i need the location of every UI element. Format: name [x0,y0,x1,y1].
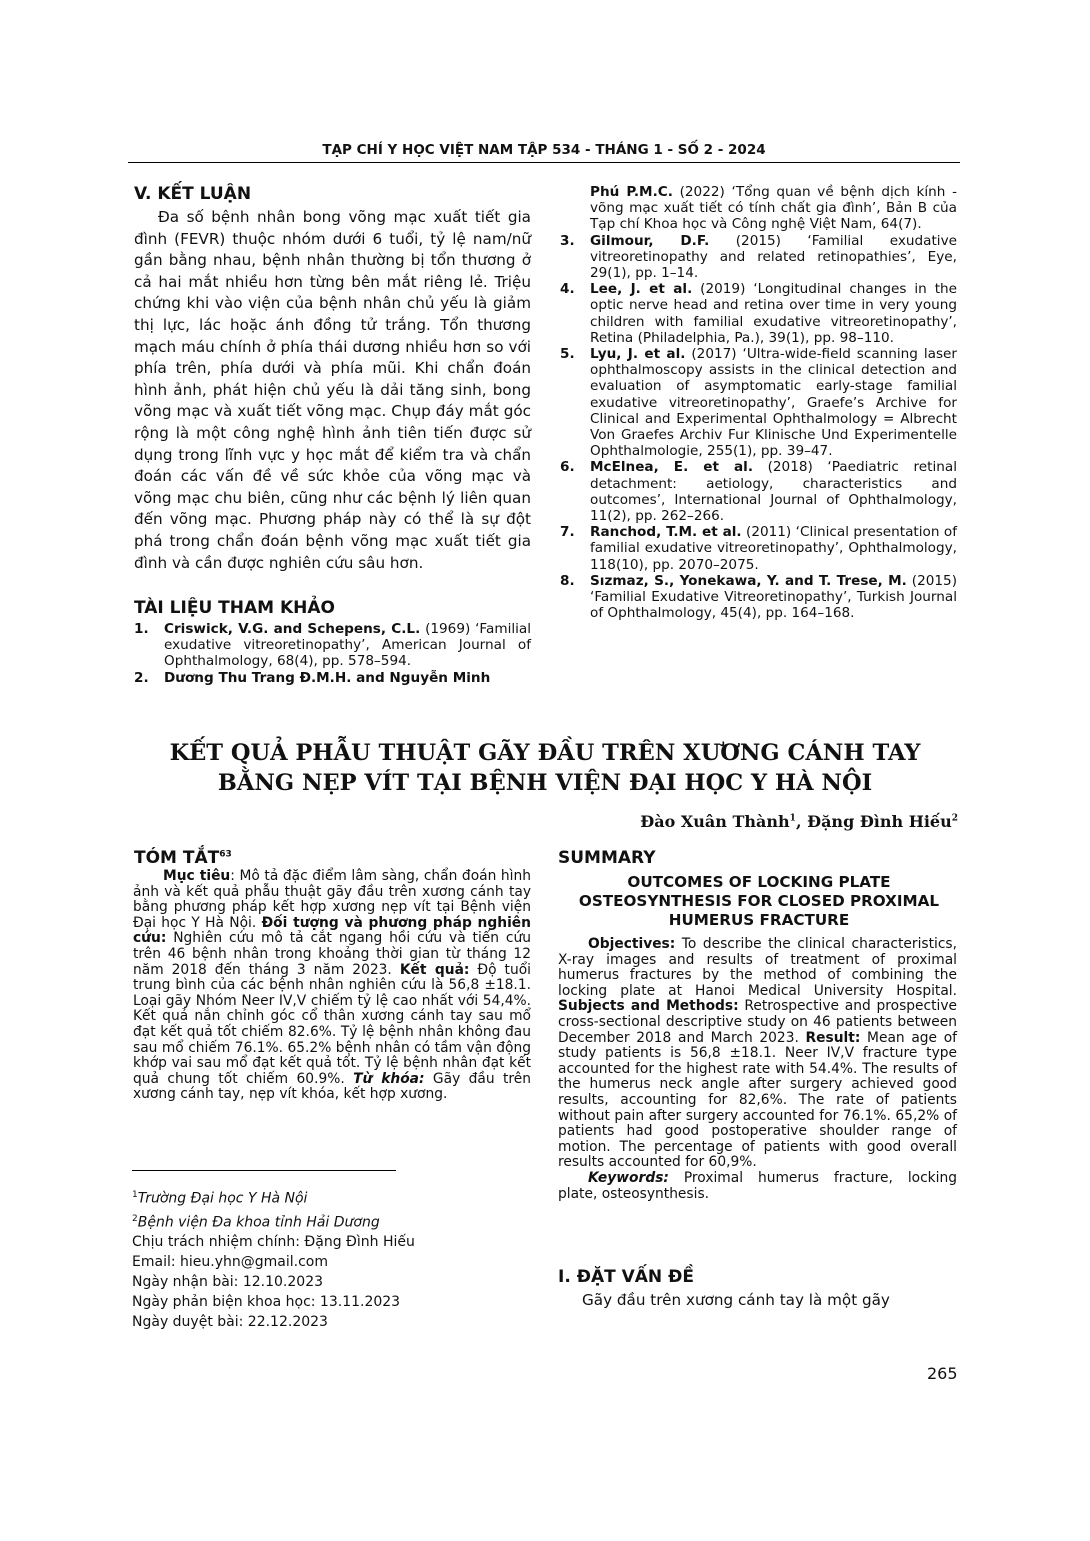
summary-paragraph [558,937,957,1171]
summary-label: Objectives: [588,936,676,952]
reference-item [557,346,957,459]
reference-item [557,573,957,622]
header-rule [128,162,960,163]
footnote-mark: 1 [132,1190,138,1200]
reference-item [557,281,957,346]
reference-authors: Lyu, J. et al. [590,346,686,363]
reference-text: (2015) ‘Familial exudative vitreoretinopathy and related retinopathies’, Eye, 29(1), pp. 1–14. [590,232,957,282]
summary-title: OUTCOMES OF LOCKING PLATE OSTEOSYNTHESIS FOR CLOSED PROXIMAL HUMERUS FRACTURE [578,873,940,929]
reference-text: (2015) ‘Familial Exudative Vitreoretinopathy’, Turkish Journal of Ophthalmology, 45(4), pp. 164–168. [590,572,957,622]
corresponding-author: Chịu trách nhiệm chính: Đặng Đình Hiếu [132,1234,415,1251]
summary-text: Retrospective and prospective cross-sectional descriptive study on 46 patients between December 2018 and March 2023. [558,998,957,1046]
abstract-label: Kết quả: [399,961,470,978]
summary-text: Mean age of study patients is 56,8 ±18.1. Neer IV,V fracture type accounted for the highest rate with 54.4%. The results of the humerus neck angle after surgery achieved good results, accounting for 82,6%. The rate of patients without pain after surgery accounted for 76.1%. 65,2% of patients had good postoperative shoulder range of motion. The percentage of patients with good overall results accounted for 60,9%. [558,1029,957,1171]
summary-label: Subjects and Methods: [558,998,739,1015]
reference-item [557,459,957,524]
reference-authors: Criswick, V.G. and Schepens, C.L. [164,621,421,637]
references-left [131,621,531,686]
author-separator: , [795,812,808,831]
journal-header: TẠP CHÍ Y HỌC VIỆT NAM TẬP 534 - THÁNG 1 - SỐ 2 - 2024 [322,142,766,158]
email-line: Email: hieu.yhn@gmail.com [132,1254,328,1271]
footnote-text: Bệnh viện Đa khoa tỉnh Hải Dương [137,1214,380,1231]
author-name: Đào Xuân Thành [640,812,790,831]
keywords-label: Keywords: [588,1169,669,1186]
reference-number: 6. [560,459,575,476]
reference-number: 8. [560,572,575,589]
abstract-label: Đối tượng và phương pháp nghiên cứu: [133,914,531,947]
reference-authors: Ranchod, T.M. et al. [590,524,742,541]
reference-item [131,621,531,670]
footnote-text: Trường Đại học Y Hà Nội [137,1190,308,1207]
received-date: Ngày nhận bài: 12.10.2023 [132,1274,324,1291]
intro-body [558,1290,957,1312]
intro-heading: I. ĐẶT VẤN ĐỀ [558,1267,694,1287]
reference-authors: Lee, J. et al. [590,281,693,298]
conclusion-body [134,207,531,574]
reference-authors: Phú P.M.C. [590,184,673,200]
references-heading: TÀI LIỆU THAM KHẢO [134,598,335,618]
abstract-text: : Mô tả đặc điểm lâm sàng, chẩn đoán hình ảnh và kết quả phẫu thuật gãy đầu trên xương cánh tay bằng phương pháp kết hợp xương nẹp vít tại Bệnh viện Đại học Y Hà Nội. [133,868,531,931]
affiliation-footnote [132,1209,415,1233]
conclusion-paragraph: Đa số bệnh nhân bong võng mạc xuất tiết gia đình (FEVR) thuộc nhóm dưới 6 tuổi, tỷ lệ nam/nữ gần bằng nhau, bệnh nhân thường bị tổn thương ở cả hai mắt nhiều hơn từng bên mắt riêng lẻ. Triệu chứng khi vào viện của bệnh nhân chủ yếu là giảm thị lực, lác hoặc ánh đồng tử trắng. Tổn thương mạch máu chính ở phía thái dương nhiều hơn so với phía trên, phía dưới và phía mũi. Khi chẩn đoán hình ảnh, phát hiện chủ yếu là dải tăng sinh, bong võng mạc và xuất tiết võng mạc. Chụp đáy mắt góc rộng là một công nghệ hình ảnh tiên tiến được sử dụng trong lĩnh vực y học mắt để kiểm tra và chẩn đoán các vấn đề về sức khỏe của võng mạc và võng mạc chu biên, cũng như các bệnh lý liên quan đến võng mạc. Phương pháp này có thể là sự đột phá trong chẩn đoán bệnh võng mạc xuất tiết gia đình và cần được nghiên cứu sâu hơn. [134,208,531,572]
summary-label: Result: [805,1029,861,1046]
reference-number: 3. [560,232,575,249]
affiliation-footnote [132,1185,415,1209]
summary-body [558,937,957,1202]
summary-heading: SUMMARY [558,848,656,868]
abstract-heading [134,848,232,868]
reference-text: (2018) ‘Paediatric retinal detachment: aetiology, characteristics and outcomes’, International Journal of Ophthalmology, 11(2), pp. 262–266. [590,459,957,525]
article-title-line1: KẾT QUẢ PHẪU THUẬT GÃY ĐẦU TRÊN XƯƠNG CÁNH TAY [169,740,921,766]
references-right [557,184,957,621]
reference-number: 5. [560,346,575,363]
reference-text: (2019) ‘Longitudinal changes in the optic nerve head and retina over time in very young children with familial exudative vitreoretinopathy’, Retina (Philadelphia, Pa.), 39(1), pp. 98–110. [590,281,958,346]
abstract-label: Mục tiêu [163,868,231,884]
reference-number: 7. [560,524,575,541]
abstract-text: Nghiên cứu mô tả cắt ngang hồi cứu và tiến cứu trên 46 bệnh nhân trong khoảng thời gian từ tháng 12 năm 2018 đến tháng 3 năm 2023. [133,930,531,978]
keywords-paragraph [558,1171,957,1202]
abstract-text: Độ tuổi trung bình của các bệnh nhân nghiên cứu là 56,8 ±18.1. Loại gãy Nhóm Neer IV,V chiếm tỷ lệ cao nhất với 54,4%. Kết quả nắn chỉnh góc cổ thân xương cánh tay sau mổ đạt kết quả tốt chiếm 82.6%. Tỷ lệ bệnh nhân không đau sau mổ chiếm 76.1%. 65.2% bệnh nhân có tầm vận động khớp vai sau mổ đạt kết quả tốt. Tỷ lệ bệnh nhân đạt kết quả chung tốt chiếm 60.9%. [133,961,531,1087]
abstract-text: Gãy đầu trên xương cánh tay, nẹp vít khóa, kết hợp xương. [133,1070,532,1103]
conclusion-heading: V. KẾT LUẬN [134,184,252,204]
page-number: 265 [927,1364,958,1383]
abstract-label: Từ khóa: [353,1070,425,1087]
reference-authors: Sızmaz, S., Yonekawa, Y. and T. Trese, M. [590,572,907,589]
reference-text: (2017) ‘Ultra-wide-field scanning laser ophthalmoscopy assists in the clinical detection and evaluation of asymptomatic early-stage familial exudative vitreoretinopathy’, Graefe’s Archive for Clinical and Experimental Ophthalmology = Albrecht Von Graefes Archiv Fur Klinische Und Experimentelle Ophthalmologie, 255(1), pp. 39–47. [590,346,958,460]
abstract-footnote-mark: 63 [219,849,232,860]
article-authors [640,812,958,831]
reference-text: (1969) ‘Familial exudative vitreoretinopathy’, American Journal of Ophthalmology, 68(4), pp. 578–594. [164,621,532,670]
footnotes [132,1185,415,1332]
summary-text: To describe the clinical characteristics, X-ray images and results of treatment of proximal humerus fractures by the method of combining the locking plate at Hanoi Medical University Hospital. [558,936,957,999]
abstract-vn-paragraph [133,869,531,1103]
review-date: Ngày phản biện khoa học: 13.11.2023 [132,1294,401,1311]
author-affiliation-mark: 2 [951,813,958,824]
article-title [100,738,990,798]
reference-authors: Dương Thu Trang Đ.M.H. and Nguyễn Minh [164,669,491,686]
author-affiliation-mark: 1 [789,813,796,824]
abstract-heading-text: TÓM TẮT [134,848,220,868]
reference-item [557,233,957,282]
reference-number: 4. [560,281,575,298]
footnote-rule [132,1170,396,1171]
reference-text: (2022) ‘Tổng quan về bệnh dịch kính - võng mạc xuất tiết có tính chất gia đình’, Bản B của Tạp chí Khoa học và Công nghệ Việt Nam, 64(7). [590,184,958,233]
author-name: Đặng Đình Hiếu [807,812,952,831]
reference-number: 2. [134,669,149,686]
intro-paragraph: Gãy đầu trên xương cánh tay là một gãy [582,1291,890,1309]
accepted-date: Ngày duyệt bài: 22.12.2023 [132,1314,328,1331]
reference-authors: McElnea, E. et al. [590,459,753,476]
reference-item [131,670,531,686]
reference-continuation [557,184,957,233]
keywords-text: Proximal humerus fracture, locking plate, osteosynthesis. [558,1169,957,1202]
reference-number: 1. [134,621,149,637]
abstract-vn-body [133,869,531,1103]
article-title-line2: BẰNG NẸP VÍT TẠI BỆNH VIỆN ĐẠI HỌC Y HÀ NỘI [217,770,873,796]
reference-text: (2011) ‘Clinical presentation of familial exudative vitreoretinopathy’, Ophthalmology, 118(10), pp. 2070–2075. [590,524,957,573]
reference-authors: Gilmour, D.F. [590,232,710,249]
footnote-mark: 2 [132,1213,138,1224]
reference-item [557,524,957,573]
